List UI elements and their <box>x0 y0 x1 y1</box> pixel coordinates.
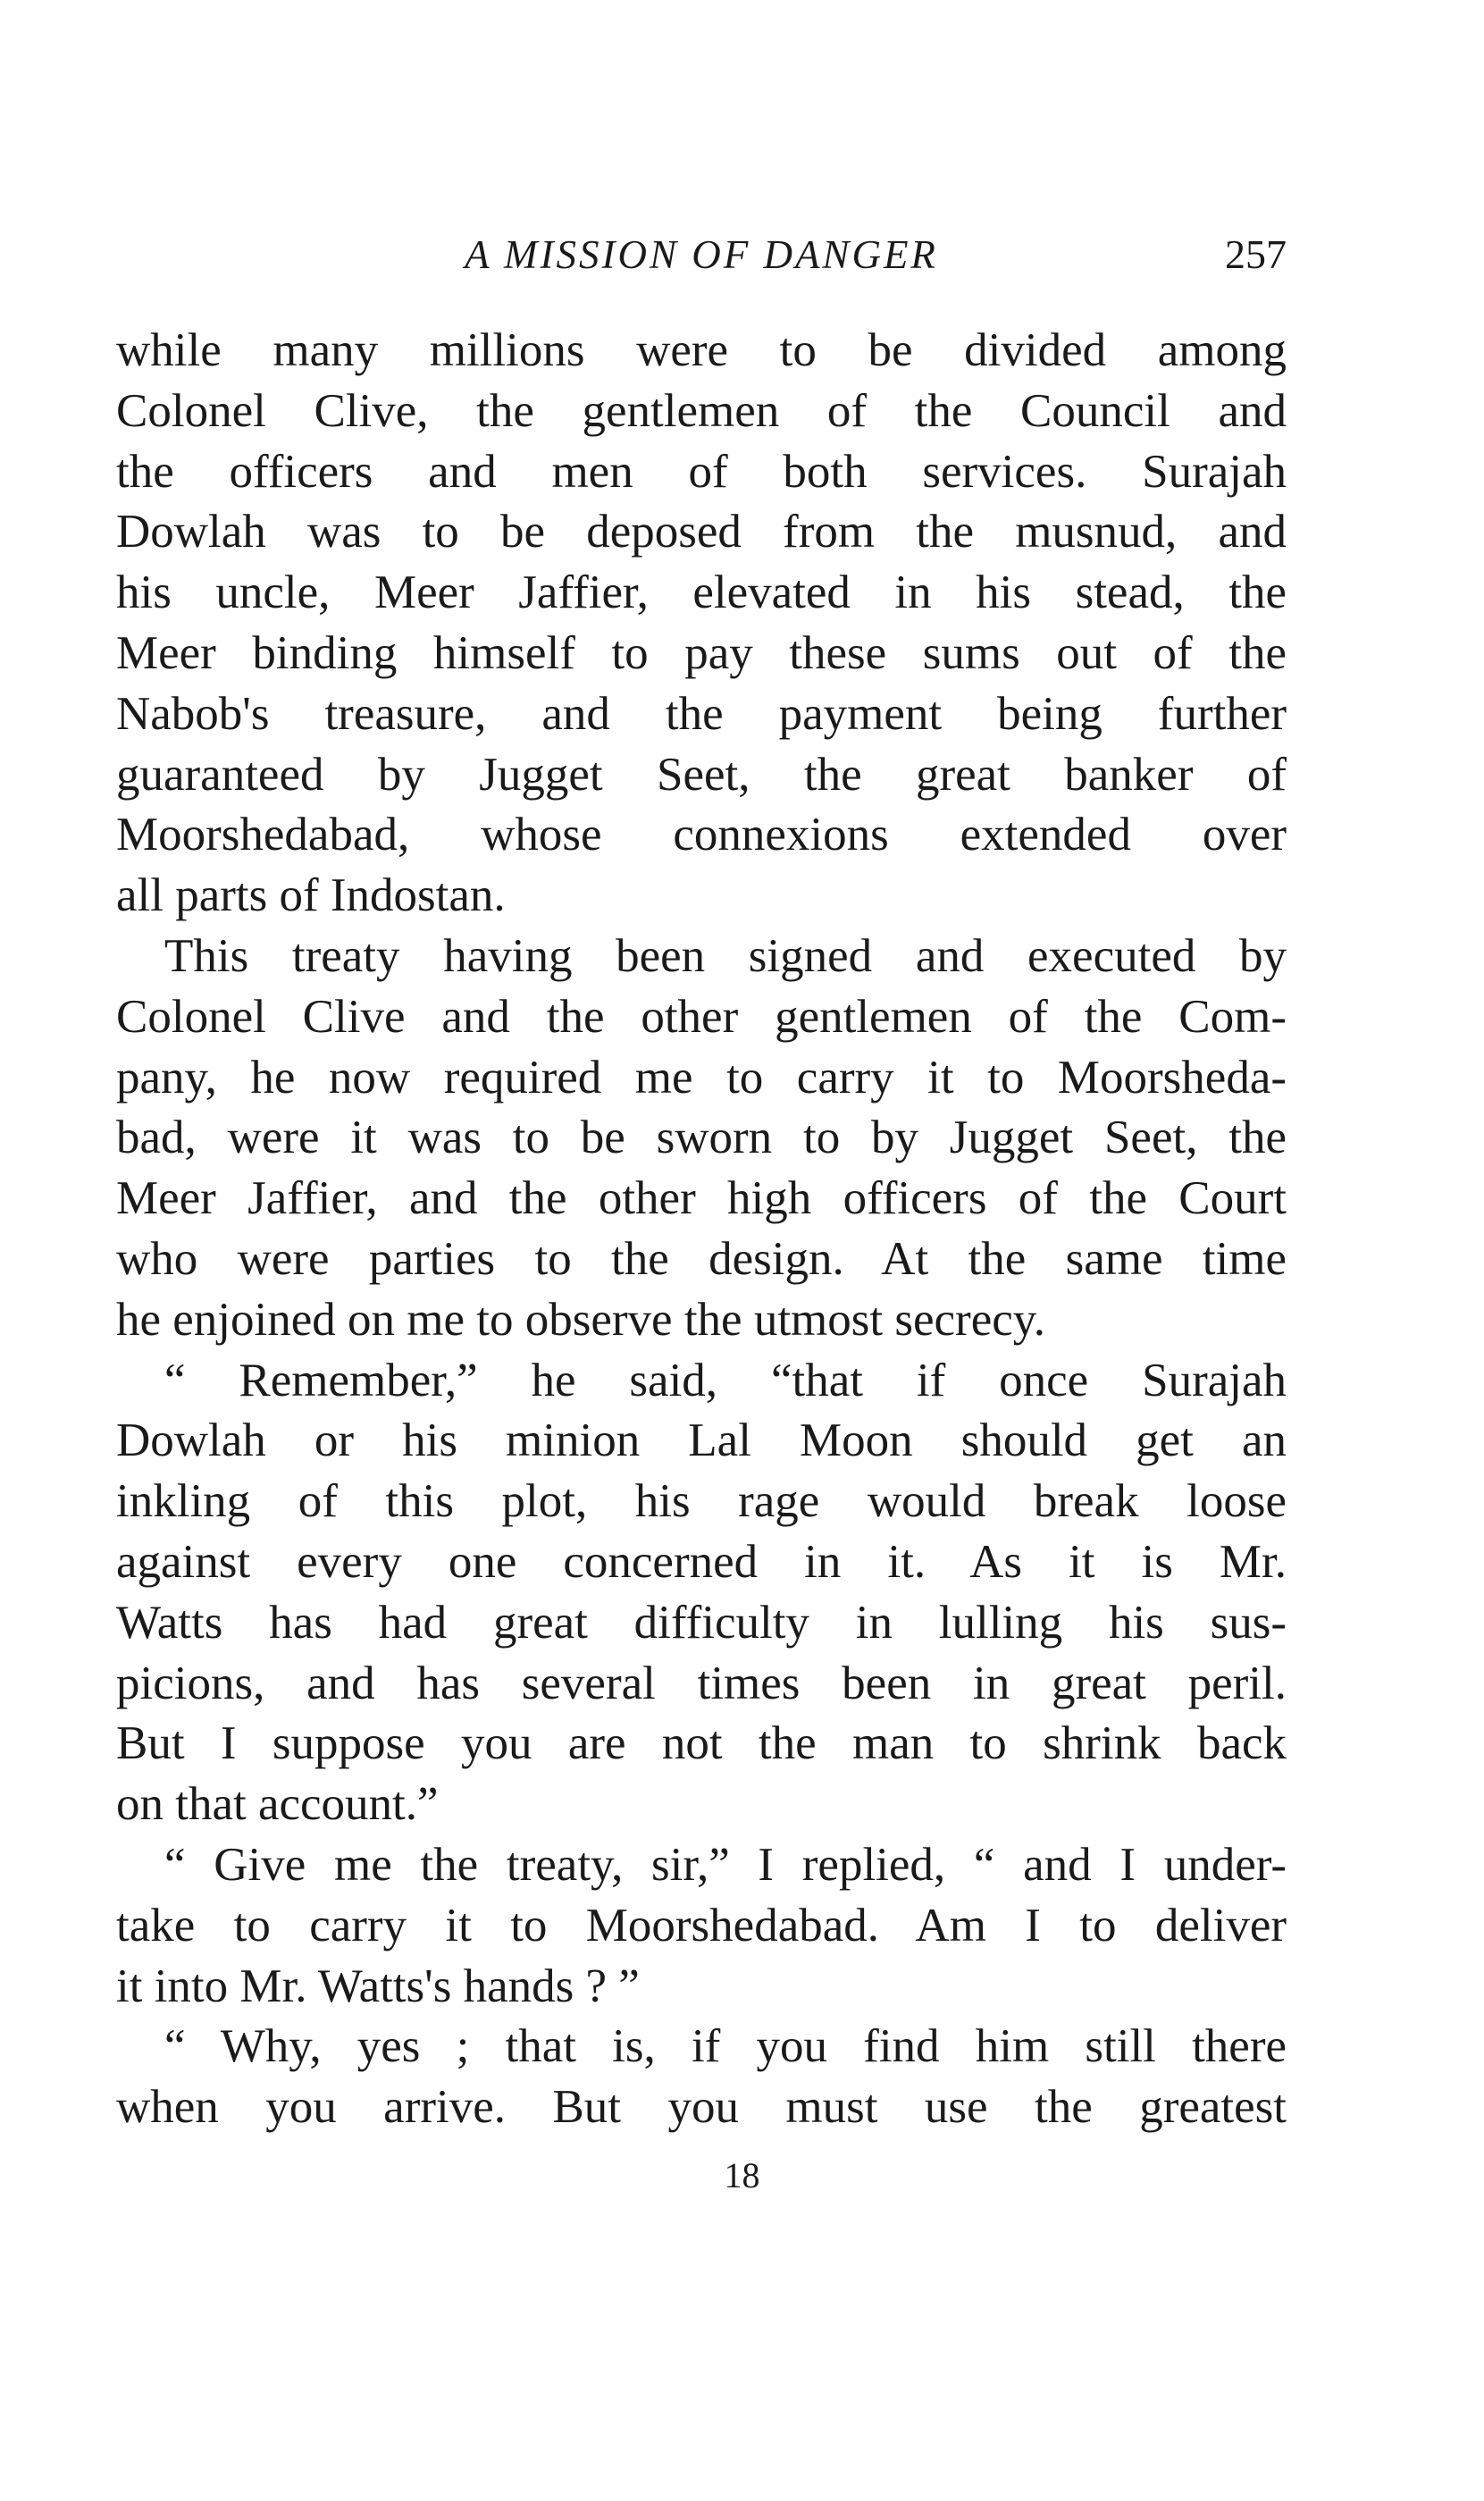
text-line: take to carry it to Moorshedabad. Am I to deliver <box>116 1899 1287 1951</box>
text-line: This treaty having been signed and executed by <box>164 929 1287 982</box>
text-line: he enjoined on me to observe the utmost secrecy. <box>116 1293 1046 1346</box>
text-line: who were parties to the design. At the same time <box>116 1232 1287 1285</box>
signature-mark: 18 <box>724 2155 760 2195</box>
text-line: the officers and men of both services. Surajah <box>116 445 1287 498</box>
text-line: all parts of Indostan. <box>116 869 506 922</box>
text-line: while many millions were to be divided among <box>116 324 1287 376</box>
text-line: inkling of this plot, his rage would break loose <box>116 1475 1287 1528</box>
text-line: Nabob's treasure, and the payment being further <box>116 687 1287 740</box>
text-line: Moorshedabad, whose connexions extended over <box>116 809 1287 861</box>
text-line: guaranteed by Jugget Seet, the great banker of <box>116 748 1287 801</box>
running-head <box>116 223 1287 286</box>
text-line: Meer binding himself to pay these sums out of the <box>116 626 1287 679</box>
text-line: pany, he now required me to carry it to Moorsheda- <box>116 1051 1287 1104</box>
text-line: Meer Jaffier, and the other high officers of the Court <box>116 1172 1287 1225</box>
text-line: his uncle, Meer Jaffier, elevated in his stead, the <box>116 567 1287 619</box>
text-line: picions, and has several times been in great peril. <box>116 1657 1287 1709</box>
text-line: “ Give me the treaty, sir,” I replied, “ and I under- <box>164 1838 1287 1891</box>
text-line: it into Mr. Watts's hands ? ” <box>116 1960 640 2012</box>
text-line: Watts has had great difficulty in lulling his sus- <box>116 1596 1287 1649</box>
text-line: Dowlah was to be deposed from the musnud, and <box>116 506 1287 558</box>
text-line: Colonel Clive, the gentlemen of the Council and <box>116 384 1287 437</box>
text-line: Dowlah or his minion Lal Moon should get an <box>116 1414 1287 1467</box>
page-number: 257 <box>1225 231 1287 277</box>
body-text <box>116 321 1287 2138</box>
text-line: “ Why, yes ; that is, if you find him still there <box>164 2020 1287 2073</box>
running-title: A MISSION OF DANGER <box>465 232 938 277</box>
text-line: bad, were it was to be sworn to by Jugget Seet, the <box>116 1112 1287 1164</box>
text-line: when you arrive. But you must use the greatest <box>116 2081 1287 2134</box>
text-line: Colonel Clive and the other gentlemen of the Com- <box>116 990 1287 1043</box>
text-line: But I suppose you are not the man to shrink back <box>116 1717 1287 1770</box>
text-line: “ Remember,” he said, “that if once Surajah <box>164 1354 1287 1406</box>
text-line: against every one concerned in it. As it is Mr. <box>116 1535 1287 1588</box>
text-line: on that account.” <box>116 1778 439 1831</box>
